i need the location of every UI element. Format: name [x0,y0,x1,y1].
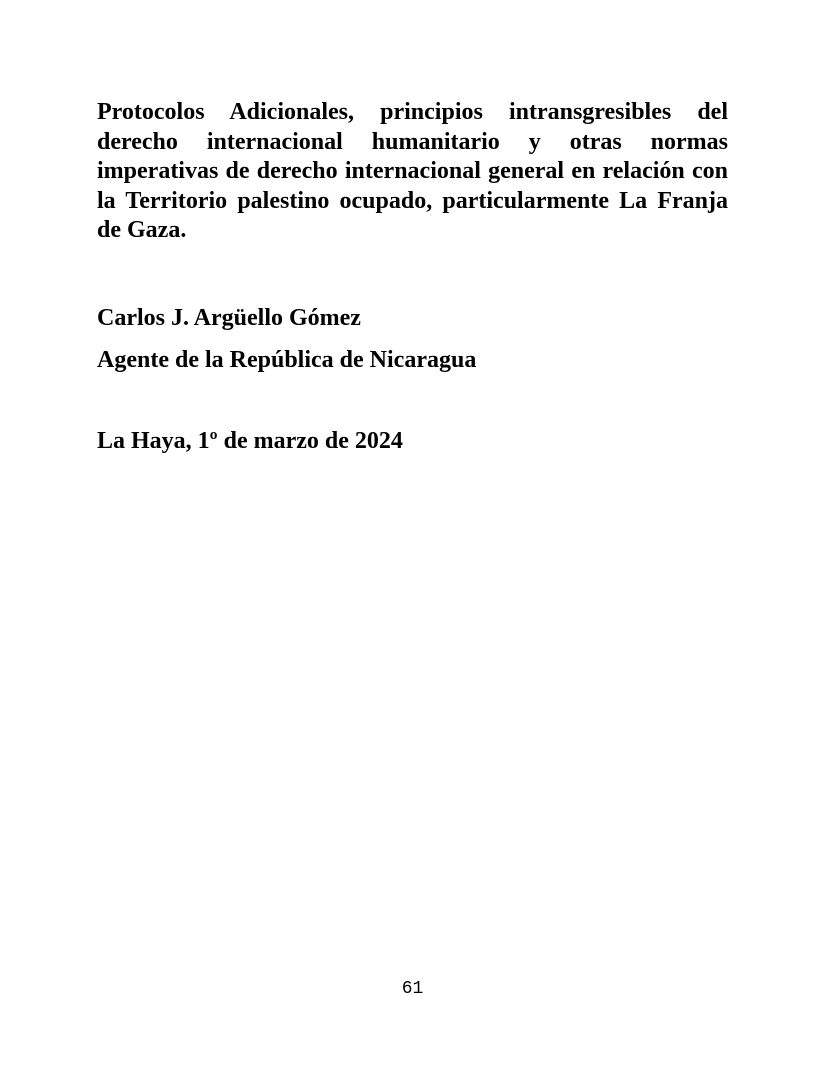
paragraph-line: de Gaza. [97,217,187,243]
page-number: 61 [401,979,424,999]
place-date-line: La Haya, 1º de marzo de 2024 [97,427,403,454]
page-content [0,98,825,456]
closing-paragraph [97,98,728,246]
paragraph-line: imperativas de derecho internacional general en relación con [97,158,728,184]
paragraph-line: la Territorio palestino ocupado, particularmente La Franja [97,187,728,214]
paragraph-line: Protocolos Adicionales, principios intransgresibles del [97,99,728,125]
signatory-title: Agente de la República de Nicaragua [97,347,477,373]
paragraph-line: derecho internacional humanitario y otras normas [97,128,728,155]
signatory-name: Carlos J. Argüello Gómez [97,304,361,331]
